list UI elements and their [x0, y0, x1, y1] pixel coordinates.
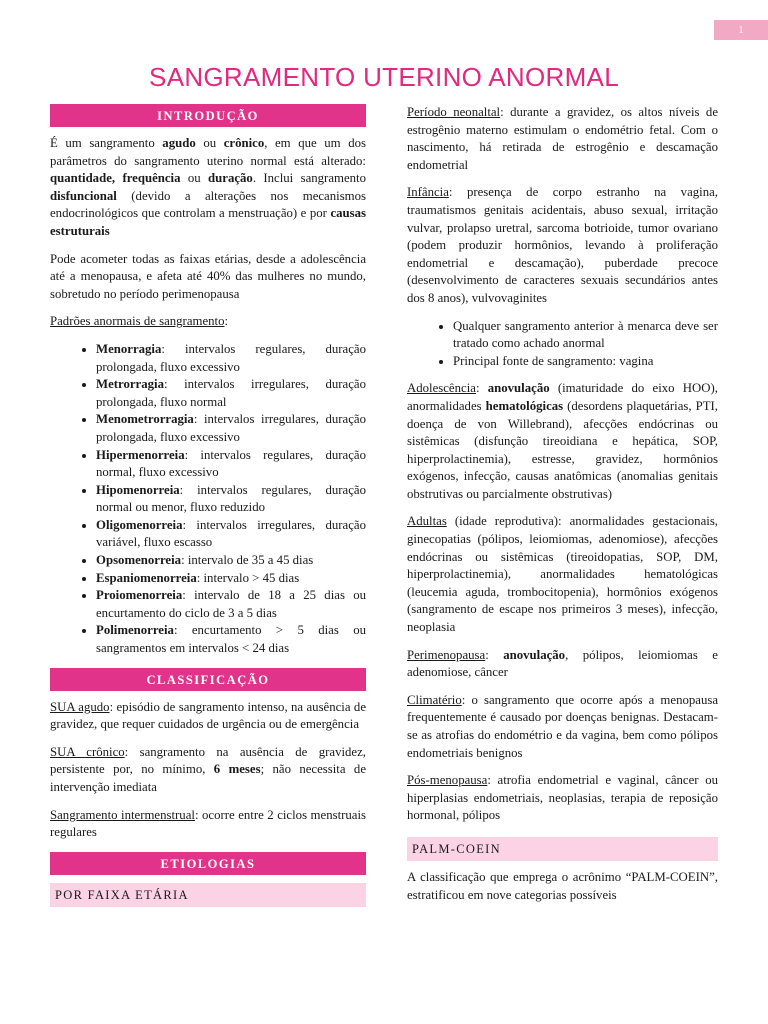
page-number: 1: [714, 20, 768, 40]
list-item: • Espaniomenorreia: intervalo > 45 dias: [96, 570, 366, 588]
perimenopausa-paragraph: Perimenopausa: anovulação, pólipos, leiomiomas e adenomiose, câncer: [407, 647, 718, 680]
subsection-header-faixa-etaria: POR FAIXA ETÁRIA: [50, 883, 366, 907]
subsection-header-palm-coein: PALM-COEIN: [407, 837, 718, 861]
neonatal-paragraph: Período neonaltal: durante a gravidez, os altos níveis de estrogênio materno estimulam o endométrio fetal. Com o nascimento, há retirada de estrogênio e descamação endometrial: [407, 105, 718, 172]
list-item: • Polimenorreia: encurtamento > 5 dias ou sangramentos em intervalos < 24 dias: [96, 622, 366, 657]
section-header-introducao: INTRODUÇÃO: [50, 104, 366, 127]
posmenopausa-paragraph: Pós-menopausa: atrofia endometrial e vaginal, câncer ou hiperplasias endometriais, neoplasias, terapia de reposição hormonal, pólipos: [407, 773, 718, 823]
patterns-list: [50, 341, 366, 658]
right-column: [407, 104, 718, 904]
intro-paragraph-1: É um sangramento agudo ou crônico, em que um dos parâmetros do sangramento uterino normal está alterado: quantidade, frequência ou duração. Inclui sangramento disfuncional (devido a alterações nos mecanismos endocrinológicos que controlam a menstruação) e por causas estruturais: [50, 136, 366, 238]
list-item: • Principal fonte de sangramento: vagina: [453, 353, 718, 371]
section-header-classificacao: CLASSIFICAÇÃO: [50, 668, 366, 691]
adolescencia-paragraph: Adolescência: anovulação (imaturidade do eixo HOO), anormalidades hematológicas (desordens plaquetárias, PTI, doença de von Willebrand), afecções endócrinas ou sistêmicas (disfunção tireoidiana e hepática, SOP, hiperprolactinemia), estresse, gravidez, hormônios exógenos, infecção, causas anatômicas (anomalias genitais obstrutivas ou parcialmente obstrutivas): [407, 381, 719, 501]
list-item: • Menorragia: intervalos regulares, duração prolongada, fluxo excessivo: [96, 341, 366, 376]
list-item: • Menometrorragia: intervalos irregulares, duração prolongada, fluxo excessivo: [96, 411, 366, 446]
infancia-list: [407, 318, 718, 371]
list-item: • Hipermenorreia: intervalos regulares, duração normal, fluxo excessivo: [96, 447, 366, 482]
list-item: • Qualquer sangramento anterior à menarca deve ser tratado como achado anormal: [453, 318, 718, 353]
intermenstrual-paragraph: Sangramento intermenstrual: ocorre entre 2 ciclos menstruais regulares: [50, 807, 366, 840]
infancia-paragraph: Infância: presença de corpo estranho na vagina, traumatismos genitais acidentais, abuso sexual, irritação vulvar, prolapso uretral, sarcoma botrioide, tumor ovariano (podem produzir hormônios, levando à proliferação endometrial e descamação), puberdade precoce (desenvolvimento de caracteres sexuais secundários antes dos 8 anos), vulvovaginites: [407, 185, 718, 305]
list-item: • Proiomenorreia: intervalo de 18 a 25 dias ou encurtamento do ciclo de 3 a 5 dias: [96, 587, 366, 622]
adultas-paragraph: Adultas (idade reprodutiva): anormalidades gestacionais, ginecopatias (pólipos, leiomiomas, adenomiose), afecções endócrinas ou sistêmicas (tireoidopatias, SOP, DM, hiperprolactinemia), anormalidades hematológicas (leucemia aguda, trombocitopenia), hormônios exógenos (sangramento de escape nos primeiros 3 meses), infecção, neoplasia: [407, 514, 718, 635]
palm-coein-paragraph: A classificação que emprega o acrônimo “PALM-COEIN”, estratificou em nove categorias possíveis: [407, 869, 718, 902]
list-item: • Oligomenorreia: intervalos irregulares, duração variável, fluxo escasso: [96, 517, 366, 552]
page-title: SANGRAMENTO UTERINO ANORMAL: [149, 62, 619, 92]
left-column: [50, 104, 366, 915]
list-item: • Hipomenorreia: intervalos regulares, duração normal ou menor, fluxo reduzido: [96, 482, 366, 517]
list-item: • Metrorragia: intervalos irregulares, duração prolongada, fluxo normal: [96, 376, 366, 411]
intro-paragraph-2: Pode acometer todas as faixas etárias, desde a adolescência até a menopausa, e afeta até 40% das mulheres no mundo, sobretudo no período perimenopausa: [50, 251, 366, 301]
climaterio-paragraph: Climatério: o sangramento que ocorre após a menopausa frequentemente é causado por doenças benignas. Destacam-se as atrofias do endométrio e da vagina, bem como pólipos endometriais benignos: [407, 692, 718, 760]
sua-cronico-paragraph: SUA crônico: sangramento na ausência de gravidez, persistente por, no mínimo, 6 meses; não necessita de intervenção imediata: [50, 744, 366, 794]
section-header-etiologias: ETIOLOGIAS: [50, 852, 366, 875]
list-item: • Opsomenorreia: intervalo de 35 a 45 dias: [96, 552, 366, 570]
patterns-heading: Padrões anormais de sangramento:: [50, 314, 229, 329]
sua-agudo-paragraph: SUA agudo: episódio de sangramento intenso, na ausência de gravidez, que requer cuidados de urgência ou de emergência: [50, 699, 366, 732]
